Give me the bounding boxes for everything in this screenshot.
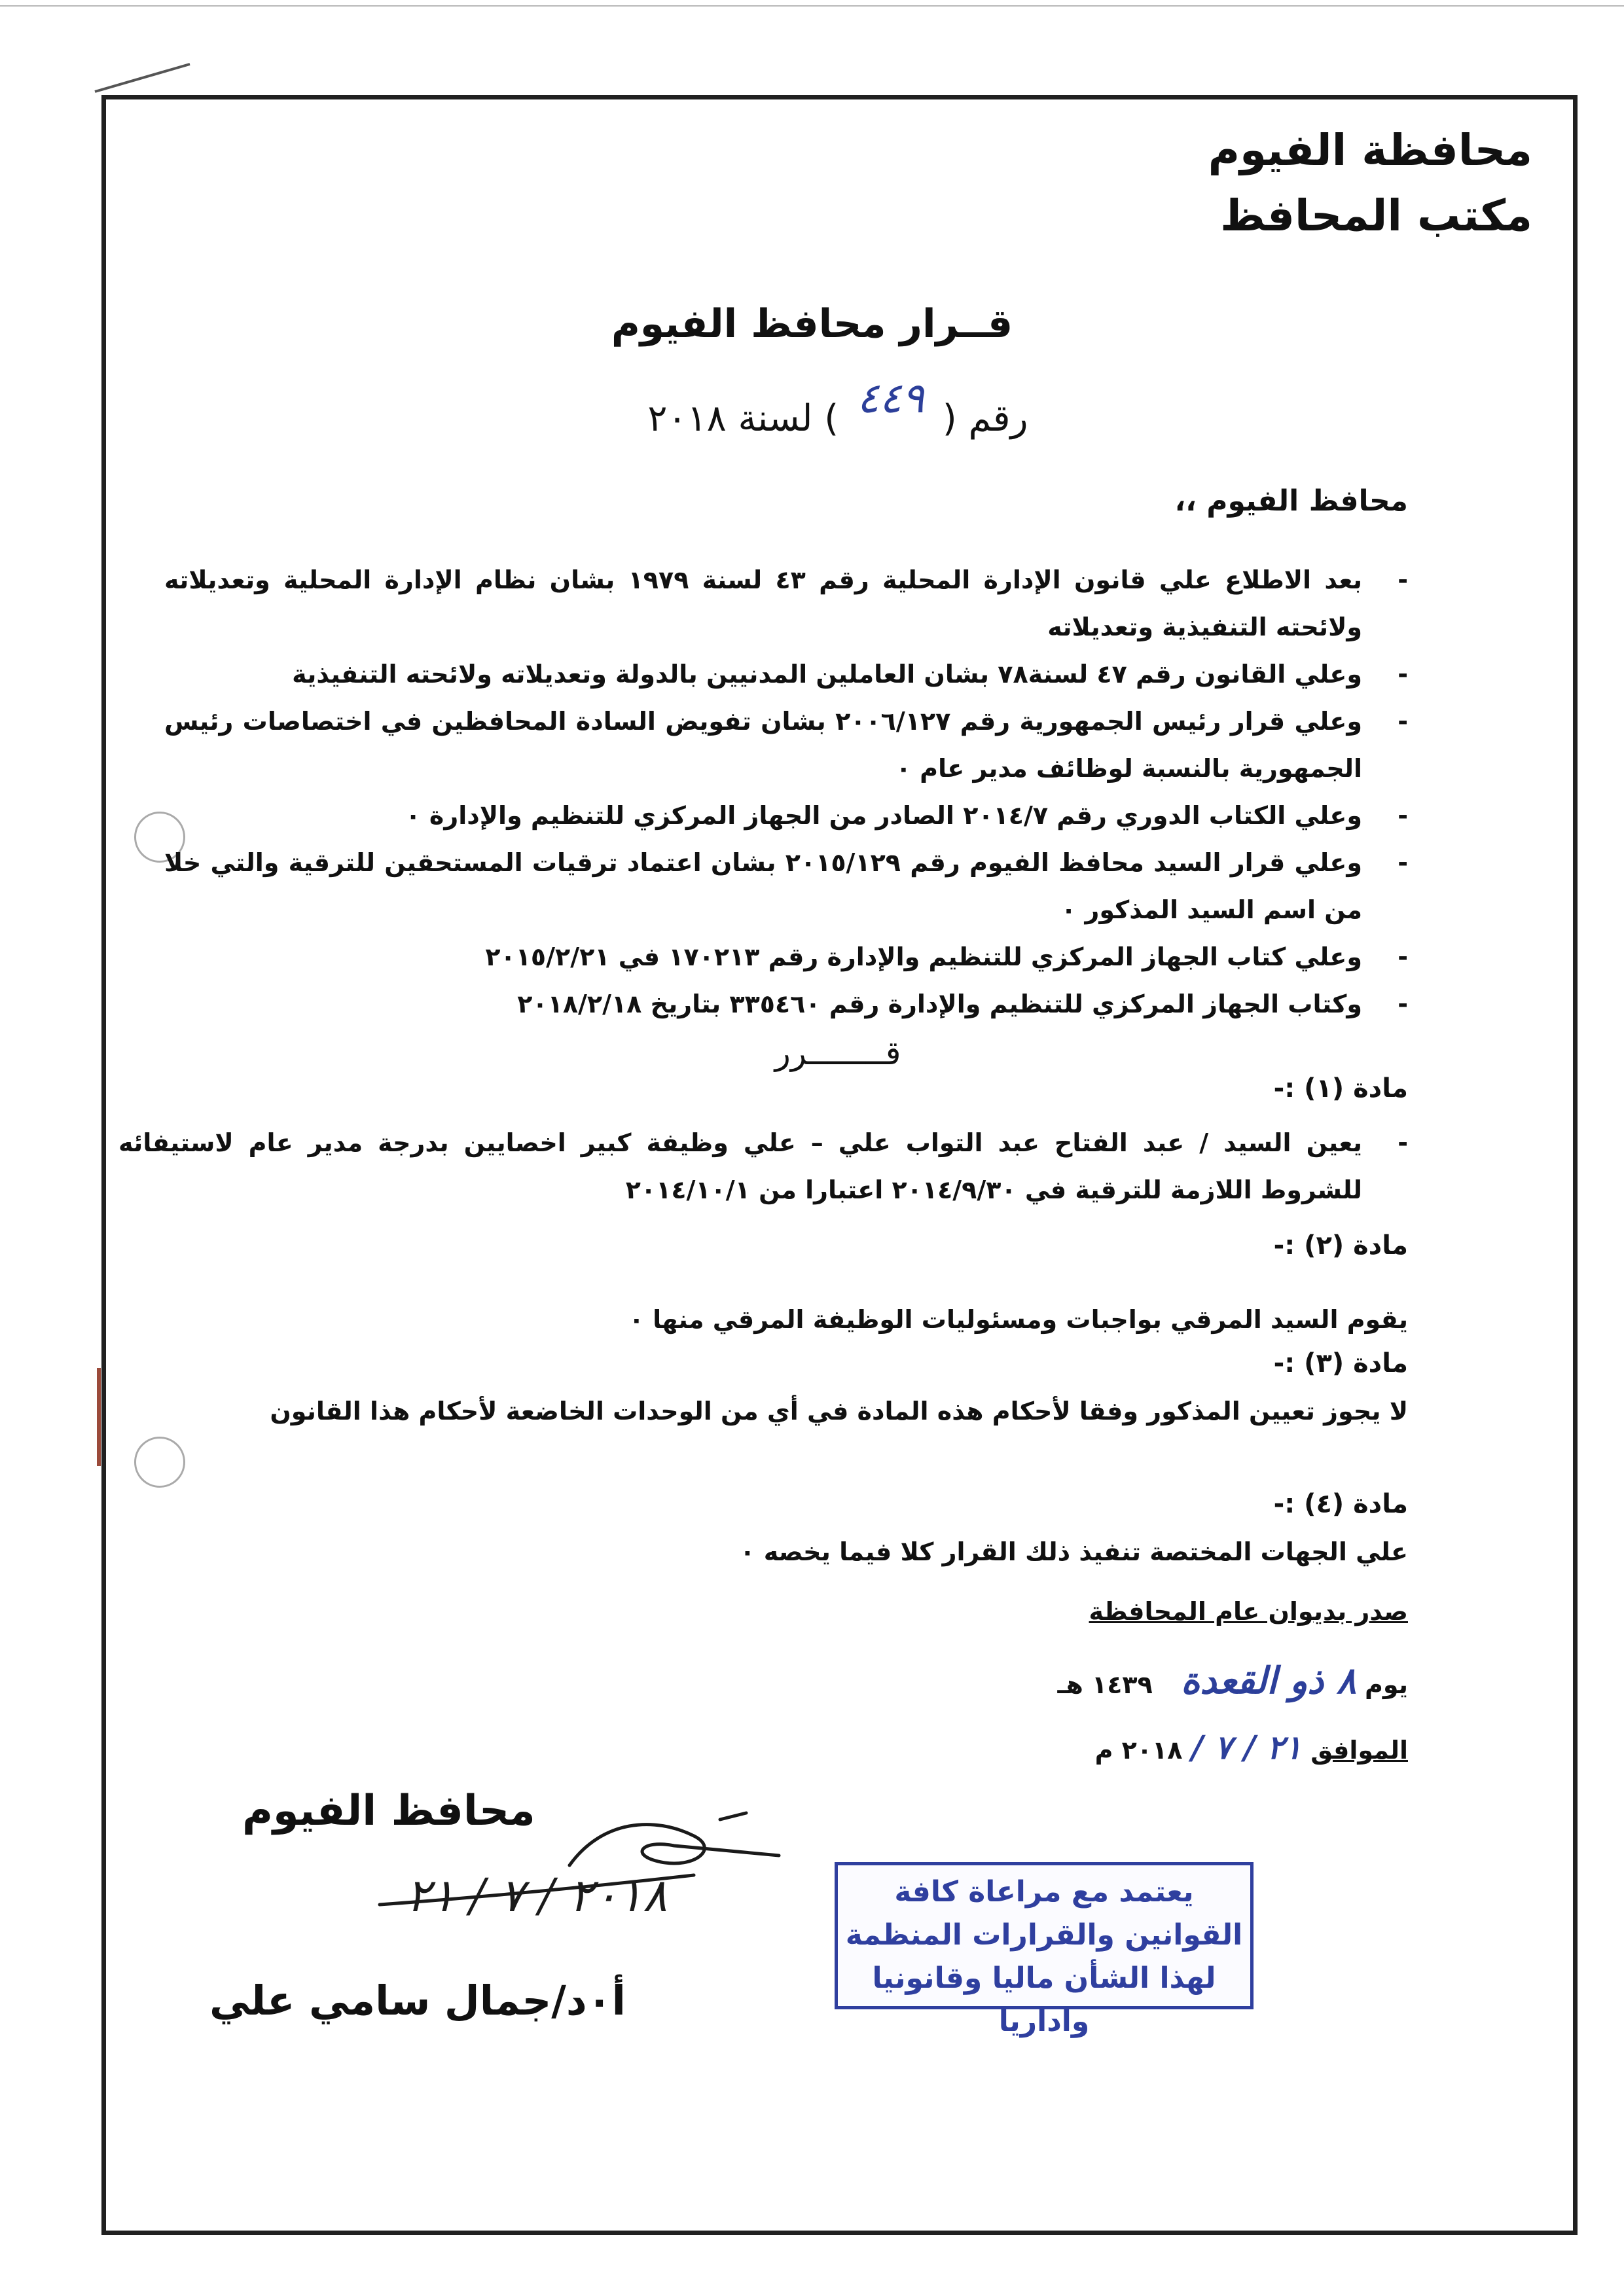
gregorian-date-line <box>1095 1728 1408 1767</box>
preamble-item: - وعلي القانون رقم ٤٧ لسنة٧٨ بشان العاملين المدنيين بالدولة وتعديلاته ولائحته التنفيذية <box>164 651 1408 698</box>
stamp-line: لهذا الشأن ماليا وقانونيا واداريا <box>872 1962 1216 2038</box>
gregorian-year: ٢٠١٨ م <box>1094 1736 1183 1765</box>
decree-number <box>589 374 1087 441</box>
decision-heading: قــــــــرر <box>774 1034 901 1072</box>
hijri-year: ١٤٣٩ هـ <box>1057 1670 1153 1699</box>
preamble-item: - بعد الاطلاع علي قانون الإدارة المحلية رقم ٤٣ لسنة ١٩٧٩ بشان نظام الإدارة المحلية وتعديلاته ولائحته التنفيذية وتعديلاته <box>164 556 1408 651</box>
article-1-heading: مادة (١) :- <box>1273 1073 1408 1103</box>
article-2-heading: مادة (٢) :- <box>1273 1230 1408 1261</box>
handwritten-gregorian-date: ٢١ / ٧ / <box>1191 1728 1302 1767</box>
article-3-heading: مادة (٣) :- <box>1273 1348 1408 1378</box>
handwritten-hijri-day: ٨ ذو القعدة <box>1181 1659 1356 1702</box>
governor-heading: محافظ الفيوم ،، <box>1174 484 1408 518</box>
office-name: مكتب المحافظ <box>1220 190 1532 241</box>
scan-top-edge <box>0 5 1624 7</box>
stamp-line: القوانين والقرارات المنظمة <box>845 1918 1243 1952</box>
margin-mark <box>97 1368 101 1466</box>
signature-date: ٢٠١٨ / ٧ / ٢١ <box>406 1869 668 1922</box>
preamble-item: - وعلي كتاب الجهاز المركزي للتنظيم والإدارة رقم ١٧٠٢١٣ في ٢٠١٥/٢/٢١ <box>164 933 1408 980</box>
signatory-name: أ٠د/جمال سامي علي <box>209 1977 626 2024</box>
article-2-text: يقوم السيد المرقي بواجبات ومسئوليات الوظيفة المرقي منها ٠ <box>628 1305 1408 1334</box>
letterhead <box>1140 118 1532 249</box>
preamble-item: - وكتاب الجهاز المركزي للتنظيم والإدارة رقم ٣٣٥٤٦٠ بتاريخ ٢٠١٨/٢/١٨ <box>164 980 1408 1028</box>
handwritten-decree-number: ٤٤٩ <box>856 374 925 423</box>
issued-at: صدر بديوان عام المحافظة <box>1089 1597 1408 1626</box>
stamp-line: يعتمد مع مراعاة كافة <box>894 1875 1194 1909</box>
punch-hole <box>134 1437 185 1488</box>
preamble-item: - وعلي قرار السيد محافظ الفيوم رقم ٢٠١٥/١٢٩ بشان اعتماد ترقيات المستحقين للترقية والتي خلا من اسم السيد المذكور ٠ <box>164 839 1408 933</box>
number-suffix: ) لسنة ٢٠١٨ <box>647 397 839 440</box>
preamble-list <box>164 556 1408 1028</box>
article-4-text: علي الجهات المختصة تنفيذ ذلك القرار كلا فيما يخصه ٠ <box>740 1537 1408 1566</box>
decree-title: قــرار محافظ الفيوم <box>611 301 1013 347</box>
day-label: يوم <box>1365 1670 1408 1699</box>
article-3-text: لا يجوز تعيين المذكور وفقا لأحكام هذه المادة في أي من الوحدات الخاضعة لأحكام هذا القانون <box>270 1397 1408 1426</box>
corner-pen-mark <box>92 59 196 98</box>
preamble-item: - وعلي قرار رئيس الجمهورية رقم ٢٠٠٦/١٢٧ بشان تفويض السادة المحافظين في اختصاصات رئيس الجمهورية بالنسبة لوظائف مدير عام ٠ <box>164 698 1408 792</box>
governorate-name: محافظة الفيوم <box>1208 125 1532 175</box>
corresponding-label: الموافق <box>1310 1736 1408 1765</box>
approval-stamp <box>835 1862 1254 2038</box>
article-4-heading: مادة (٤) :- <box>1273 1489 1408 1519</box>
hijri-date-line <box>1057 1659 1408 1702</box>
preamble-item: - وعلي الكتاب الدوري رقم ٢٠١٤/٧ الصادر من الجهاز المركزي للتنظيم والإدارة ٠ <box>164 792 1408 839</box>
signatory-title: محافظ الفيوم <box>242 1787 535 1835</box>
article-1-text: - يعين السيد / عبد الفتاح عبد التواب علي – علي وظيفة كبير اخصايين بدرجة مدير عام لاستيفائه للشروط اللازمة للترقية في ٢٠١٤/٩/٣٠ اعتبارا من ٢٠١٤/١٠/١ <box>118 1119 1408 1213</box>
number-prefix: رقم ( <box>942 397 1028 440</box>
